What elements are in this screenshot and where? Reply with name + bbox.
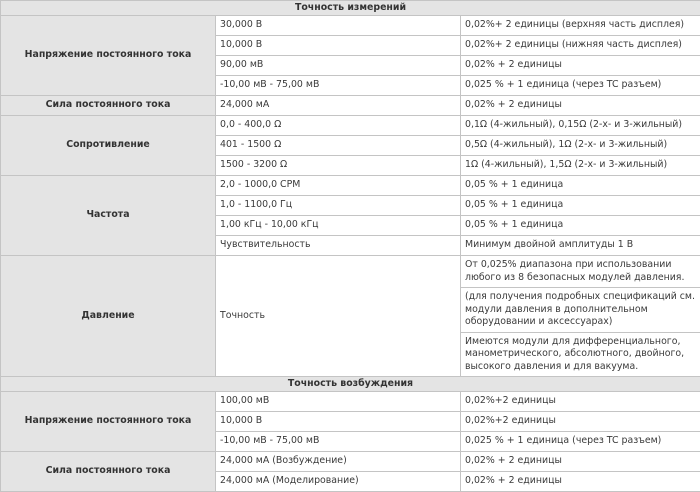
- table-row: [1, 256, 700, 288]
- accuracy-note: Имеются модули для дифференциального, манометрического, абсолютного, двойного, высокого давления и для вакуума.: [461, 332, 700, 377]
- section-header-measurement: [1, 1, 700, 16]
- range-cell: 90,00 мВ: [216, 56, 461, 76]
- range-cell: 24,000 мА (Возбуждение): [216, 452, 461, 472]
- section-header-source: [1, 377, 700, 392]
- accuracy-cell: 0,02%+ 2 единицы (нижняя часть дисплея): [461, 36, 700, 56]
- accuracy-cell: 0,05 % + 1 единица: [461, 216, 700, 236]
- table-row: [1, 392, 700, 412]
- accuracy-cell: 0,02% + 2 единицы: [461, 452, 700, 472]
- table-row: [1, 452, 700, 472]
- category-dc-voltage: Напряжение постоянного тока: [1, 16, 216, 96]
- table-row: [1, 16, 700, 36]
- accuracy-cell: Минимум двойной амплитуды 1 В: [461, 236, 700, 256]
- range-cell: 1,00 кГц - 10,00 кГц: [216, 216, 461, 236]
- category-dc-current: Сила постоянного тока: [1, 452, 216, 492]
- table-row: [1, 176, 700, 196]
- accuracy-cell: 0,02%+2 единицы: [461, 412, 700, 432]
- section-title: Точность измерений: [1, 1, 700, 16]
- range-cell: 10,000 В: [216, 412, 461, 432]
- range-cell: 24,000 мА: [216, 96, 461, 116]
- accuracy-cell: 0,025 % + 1 единица (через TC разъем): [461, 432, 700, 452]
- range-cell: 2,0 - 1000,0 CPM: [216, 176, 461, 196]
- accuracy-cell: 0,02%+2 единицы: [461, 392, 700, 412]
- accuracy-cell: 0,025 % + 1 единица (через TC разъем): [461, 76, 700, 96]
- range-cell: 401 - 1500 Ω: [216, 136, 461, 156]
- section-title: Точность возбуждения: [1, 377, 700, 392]
- table-row: [1, 96, 700, 116]
- range-cell: 1,0 - 1100,0 Гц: [216, 196, 461, 216]
- range-cell: 30,000 В: [216, 16, 461, 36]
- range-cell: 24,000 мА (Моделирование): [216, 472, 461, 492]
- accuracy-cell: 1Ω (4-жильный), 1,5Ω (2-х- и 3-жильный): [461, 156, 700, 176]
- accuracy-cell: 0,5Ω (4-жильный), 1Ω (2-х- и 3-жильный): [461, 136, 700, 156]
- accuracy-cell: 0,05 % + 1 единица: [461, 196, 700, 216]
- accuracy-cell: 0,02% + 2 единицы: [461, 472, 700, 492]
- accuracy-cell: 0,02% + 2 единицы: [461, 56, 700, 76]
- accuracy-cell: 0,05 % + 1 единица: [461, 176, 700, 196]
- category-dc-voltage: Напряжение постоянного тока: [1, 392, 216, 452]
- range-cell: -10,00 мВ - 75,00 мВ: [216, 432, 461, 452]
- accuracy-note: От 0,025% диапазона при использовании любого из 8 безопасных модулей давления.: [461, 256, 700, 288]
- category-pressure: Давление: [1, 256, 216, 377]
- category-resistance: Сопротивление: [1, 116, 216, 176]
- accuracy-note: (для получения подробных спецификаций см. модули давления в дополнительном оборудовании и аксессуарах): [461, 288, 700, 333]
- category-frequency: Частота: [1, 176, 216, 256]
- table-row: [1, 116, 700, 136]
- category-dc-current: Сила постоянного тока: [1, 96, 216, 116]
- range-cell: 1500 - 3200 Ω: [216, 156, 461, 176]
- range-cell: Точность: [216, 256, 461, 377]
- accuracy-cell: 0,02%+ 2 единицы (верхняя часть дисплея): [461, 16, 700, 36]
- range-cell: -10,00 мВ - 75,00 мВ: [216, 76, 461, 96]
- accuracy-cell: 0,1Ω (4-жильный), 0,15Ω (2-х- и 3-жильный): [461, 116, 700, 136]
- range-cell: 100,00 мВ: [216, 392, 461, 412]
- accuracy-cell: 0,02% + 2 единицы: [461, 96, 700, 116]
- range-cell: 10,000 В: [216, 36, 461, 56]
- range-cell: 0,0 - 400,0 Ω: [216, 116, 461, 136]
- range-cell: Чувствительность: [216, 236, 461, 256]
